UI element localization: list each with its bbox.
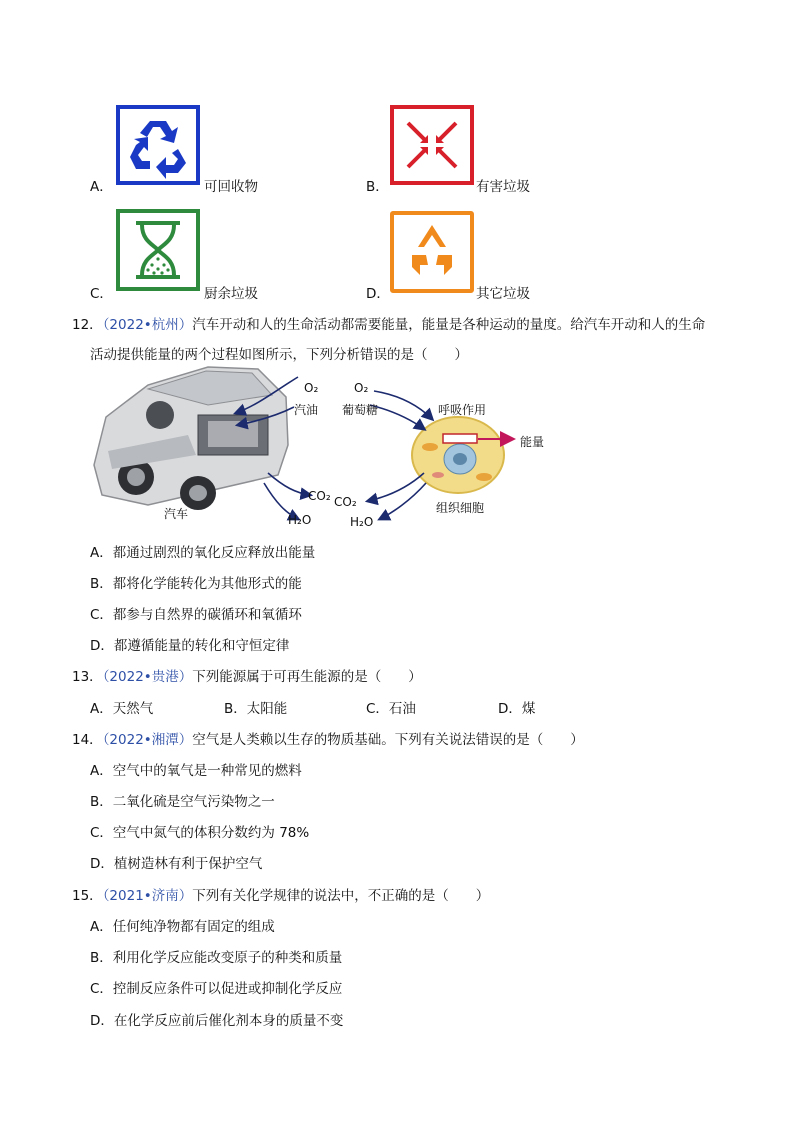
label-glucose: 葡萄糖 — [342, 403, 379, 417]
q14-option-d: D．植树造林有利于保护空气 — [90, 856, 263, 872]
option-letter-a: A． — [90, 179, 113, 195]
label-cell: 组织细胞 — [436, 501, 485, 515]
label-h2o-left: H₂O — [288, 513, 312, 527]
q13-option-b: B．太阳能 — [224, 701, 288, 717]
hourglass-icon — [116, 209, 200, 291]
label-o2-right: O₂ — [354, 381, 369, 395]
q12-stem-line1 — [72, 313, 705, 333]
q13-option-a: A．天然气 — [90, 701, 154, 717]
label-car: 汽车 — [164, 507, 189, 521]
label-gasoline: 汽油 — [294, 403, 319, 417]
q15-option-d: D．在化学反应前后催化剂本身的质量不变 — [90, 1013, 344, 1029]
q14-number: 14． — [72, 732, 103, 748]
q15-source: （2021•济南） — [102, 888, 193, 904]
cell-illustration — [412, 417, 504, 493]
q15-option-b: B．利用化学反应能改变原子的种类和质量 — [90, 950, 343, 966]
q13-option-c: C．石油 — [366, 701, 416, 717]
q12-stem-line2: 活动提供能量的两个过程如图所示，下列分析错误的是（ ） — [90, 347, 468, 363]
q13-source: （2022•贵港） — [102, 669, 193, 685]
q13-stem: 下列能源属于可再生能源的是（ ） — [192, 669, 422, 685]
option-caption-d: 其它垃圾 — [476, 286, 530, 302]
q15-option-a: A．任何纯净物都有固定的组成 — [90, 919, 275, 935]
energy-figure — [88, 355, 558, 535]
q12-option-c: C．都参与自然界的碳循环和氧循环 — [90, 607, 302, 623]
option-caption-b: 有害垃圾 — [476, 179, 530, 195]
label-respiration: 呼吸作用 — [438, 403, 487, 417]
q12-source: （2022•杭州） — [102, 317, 193, 333]
q12-number: 12． — [72, 317, 103, 333]
label-co2-left: CO₂ — [308, 489, 331, 503]
hazard-arrows-icon — [390, 105, 474, 185]
label-h2o-right: H₂O — [350, 515, 374, 529]
q12-option-b: B．都将化学能转化为其他形式的能 — [90, 576, 302, 592]
q13-stem-line — [72, 665, 422, 685]
q15-option-c: C．控制反应条件可以促进或抑制化学反应 — [90, 981, 343, 997]
option-letter-d: D． — [366, 286, 390, 302]
q15-stem-line — [72, 884, 489, 904]
recycle-icon — [116, 105, 200, 185]
label-o2-left: O₂ — [304, 381, 319, 395]
label-co2-right: CO₂ — [334, 495, 357, 509]
label-energy: 能量 — [520, 435, 545, 449]
q14-option-b: B．二氧化硫是空气污染物之一 — [90, 794, 275, 810]
option-caption-c: 厨余垃圾 — [204, 286, 258, 302]
q12-option-d: D．都遵循能量的转化和守恒定律 — [90, 638, 290, 654]
tree-arrow-icon — [390, 211, 474, 293]
option-caption-a: 可回收物 — [204, 179, 258, 195]
q12-stem1: 汽车开动和人的生命活动都需要能量，能量是各种运动的量度。给汽车开动和人的生命 — [192, 317, 706, 333]
q15-stem: 下列有关化学规律的说法中，不正确的是（ ） — [192, 888, 490, 904]
q14-option-c: C．空气中氮气的体积分数约为 78% — [90, 825, 310, 841]
q14-stem-line — [72, 728, 584, 748]
option-letter-c: C． — [90, 286, 113, 302]
q12-option-a: A．都通过剧烈的氧化反应释放出能量 — [90, 545, 316, 561]
car-illustration — [94, 367, 288, 510]
q13-option-d: D．煤 — [498, 701, 536, 717]
energy-diagram — [88, 355, 558, 535]
q15-number: 15． — [72, 888, 103, 904]
q13-number: 13． — [72, 669, 103, 685]
q14-source: （2022•湘潭） — [102, 732, 193, 748]
q14-stem: 空气是人类赖以生存的物质基础。下列有关说法错误的是（ ） — [192, 732, 584, 748]
q14-option-a: A．空气中的氧气是一种常见的燃料 — [90, 763, 302, 779]
option-letter-b: B． — [366, 179, 389, 195]
